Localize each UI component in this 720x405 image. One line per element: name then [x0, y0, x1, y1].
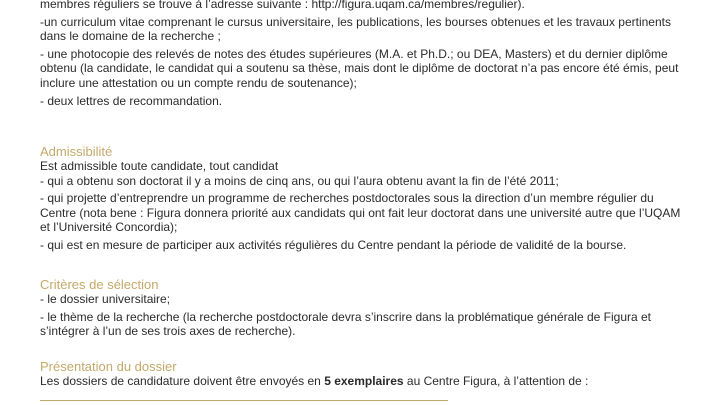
- cv-item: -un curriculum vitae comprenant le cursus universitaire, les publications, les bourses obtenues et les travaux pertinents dans le domaine de la recherche ;: [40, 14, 671, 44]
- admissibility-item: - qui projette d’entreprendre un programme de recherches postdoctorales sous la direction d’un membre régulier du Centre (nota bene : Figura donnera priorité aux candidats qui ont fait leur doctorat dans une université autre que l’UQAM et l’Université Concordia);: [40, 191, 681, 235]
- criteria-heading: Critères de sélection: [40, 277, 159, 292]
- presentation-text-start: Les dossiers de candidature doivent être envoyés en: [40, 374, 325, 388]
- transcripts-item: - une photocopie des relevés de notes des études supérieures (M.A. et Ph.D.; ou DEA, Masters) et du dernier diplôme obtenu (la candidate, le candidat qui a soutenu sa thèse, mais dont le diplôme de doctorat n’a pas encore été émis, peut inclure une attestation ou un compte rendu de soutenance);: [40, 46, 679, 90]
- criteria-section: [40, 277, 690, 339]
- presentation-section: [40, 359, 690, 389]
- presentation-heading: Présentation du dossier: [40, 359, 177, 374]
- documents-list: [40, 0, 690, 108]
- letters-item: - deux lettres de recommandation.: [40, 93, 223, 108]
- admissibility-heading: Admissibilité: [40, 144, 113, 159]
- admissibility-intro: Est admissible toute candidate, tout candidat: [40, 159, 279, 173]
- presentation-text: [40, 374, 690, 389]
- address-line: membres réguliers se trouve à l’adresse suivante : http://figura.uqam.ca/membres/regulier).: [40, 0, 525, 11]
- admissibility-item: - qui a obtenu son doctorat il y a moins de cinq ans, ou qui l’aura obtenu avant la fin de l’été 2011;: [40, 173, 559, 188]
- presentation-text-end: au Centre Figura, à l’attention de :: [403, 374, 589, 388]
- admissibility-section: [40, 144, 690, 253]
- criteria-item: - le thème de la recherche (la recherche postdoctorale devra s’inscrire dans la problématique générale de Figura et s’intégrer à l’un de ses trois axes de recherche).: [40, 309, 651, 339]
- divider-rule: [40, 400, 448, 401]
- criteria-item: - le dossier universitaire;: [40, 292, 171, 306]
- copies-count: 5 exemplaires: [324, 374, 404, 388]
- admissibility-item: - qui est en mesure de participer aux activités régulières du Centre pendant la période de validité de la bourse.: [40, 237, 627, 252]
